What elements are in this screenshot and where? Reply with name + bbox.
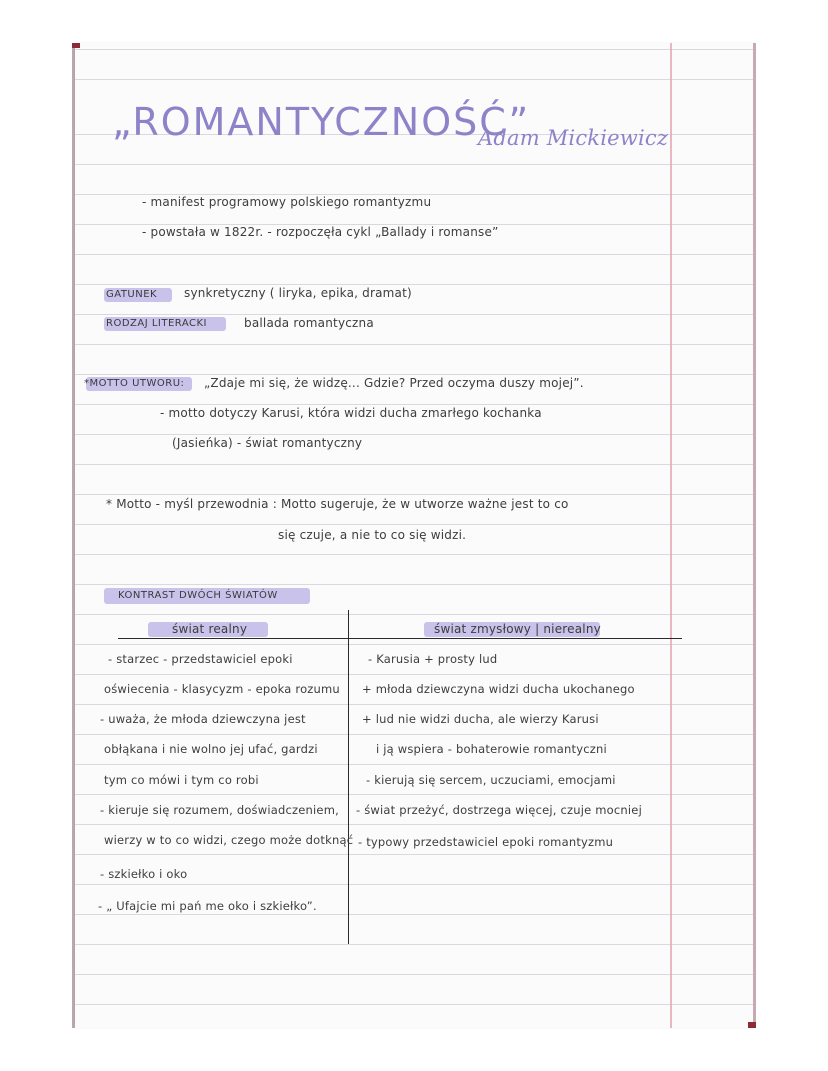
notebook-corner: [72, 43, 80, 48]
list-item: oświecenia - klasycyzm - epoka rozumu: [104, 682, 340, 696]
list-item: - kierują się sercem, uczuciami, emocjami: [366, 773, 616, 787]
contrast-label: KONTRAST DWÓCH ŚWIATÓW: [118, 590, 278, 601]
table-divider: [118, 638, 682, 639]
list-item: i ją wspiera - bohaterowie romantyczni: [376, 742, 607, 756]
list-item: - kieruje się rozumem, doświadczeniem,: [100, 803, 339, 817]
right-column-header: świat zmysłowy | nierealny: [434, 622, 601, 636]
list-item: - starzec - przedstawiciel epoki: [108, 652, 293, 666]
motto-note: - motto dotyczy Karusi, która widzi ducha zmarłego kochanka: [160, 406, 542, 420]
genre-label: GATUNEK: [106, 289, 158, 300]
literary-type-label: RODZAJ LITERACKI: [106, 318, 207, 329]
motto-note: (Jasieńka) - świat romantyczny: [172, 436, 363, 450]
notebook-corner: [748, 1022, 756, 1028]
intro-line: - manifest programowy polskiego romantyzmu: [142, 195, 432, 209]
list-item: - uważa, że młoda dziewczyna jest: [100, 712, 306, 726]
motto-label: *MOTTO UTWORU:: [84, 378, 185, 389]
intro-line: - powstała w 1822r. - rozpoczęła cykl „Ballady i romanse”: [142, 225, 499, 239]
list-item: tym co mówi i tym co robi: [104, 773, 259, 787]
list-item: - szkiełko i oko: [100, 867, 188, 881]
list-item: + młoda dziewczyna widzi ducha ukochanego: [362, 682, 635, 696]
list-item: + lud nie widzi ducha, ale wierzy Karusi: [362, 712, 599, 726]
left-column-header: świat realny: [172, 622, 248, 636]
list-item: - świat przeżyć, dostrzega więcej, czuje mocniej: [356, 803, 642, 817]
list-item: wierzy w to co widzi, czego może dotknąć: [104, 833, 354, 847]
page-title: „ROMANTYCZNOŚĆ”: [112, 100, 531, 144]
author-name: Adam Mickiewicz: [478, 126, 669, 150]
list-item: obłąkana i nie wolno jej ufać, gardzi: [104, 742, 318, 756]
motto-quote: „Zdaje mi się, że widzę... Gdzie? Przed oczyma duszy mojej”.: [204, 376, 584, 390]
genre-value: synkretyczny ( liryka, epika, dramat): [184, 286, 412, 300]
list-item: - Karusia + prosty lud: [368, 652, 498, 666]
page-edge-right: [753, 43, 756, 1028]
literary-type-value: ballada romantyczna: [244, 316, 374, 330]
list-item: - „ Ufajcie mi pań me oko i szkiełko”.: [98, 899, 317, 913]
list-item: - typowy przedstawiciel epoki romantyzmu: [358, 835, 614, 849]
definition-line: się czuje, a nie to co się widzi.: [278, 528, 467, 542]
definition-line: * Motto - myśl przewodnia : Motto sugeruje, że w utworze ważne jest to co: [106, 497, 569, 511]
margin-line: [670, 43, 672, 1028]
table-divider: [348, 610, 349, 944]
